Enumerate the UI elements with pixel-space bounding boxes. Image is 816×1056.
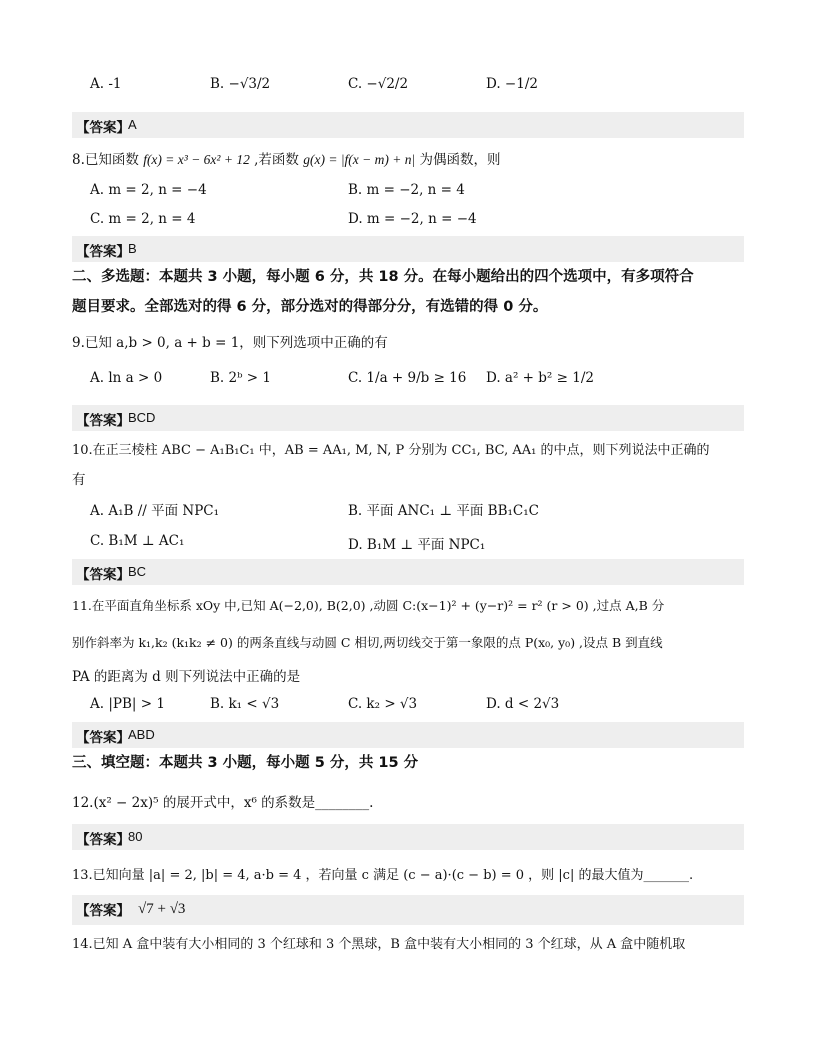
q8-stem [72,148,744,168]
q10-option-b: B. 平面 ANC₁ ⊥ 平面 BB₁C₁C [348,503,539,519]
answer-label: 【答案】 [76,730,130,746]
q9-option-b: B. 2ᵇ > 1 [210,370,271,386]
q11-option-b: B. k₁ < √3 [210,696,280,712]
answer-value: BC [128,564,147,579]
answer-value: √7 + √3 [138,901,186,917]
q10-option-c: C. B₁M ⊥ AC₁ [90,533,185,549]
answer-value: ABD [128,727,155,742]
section2-heading-line1: 二、多选题：本题共 3 小题，每小题 6 分，共 18 分。在每小题给出的四个选项中，有多项符合 [72,269,694,285]
q11-stem-line2: 别作斜率为 k₁,k₂ (k₁k₂ ≠ 0) 的两条直线与动圆 C 相切,两切线交于第一象限的点 P(x₀, y₀) ,设点 B 到直线 [72,635,663,650]
section2-heading-line2: 题目要求。全部选对的得 6 分，部分选对的得部分分，有选错的得 0 分。 [72,299,548,315]
answer-value: BCD [128,410,156,425]
q14-stem-line1: 14.已知 A 盒中装有大小相同的 3 个红球和 3 个黑球，B 盒中装有大小相同的 3 个红球，从 A 盒中随机取 [72,937,686,952]
q11-stem-line1: 11.在平面直角坐标系 xOy 中,已知 A(−2,0), B(2,0) ,动圆 C:(x−1)² + (y−r)² = r² (r > 0) ,过点 A,B 分 [72,598,665,613]
q10-stem-line1: 10.在正三棱柱 ABC − A₁B₁C₁ 中，AB = AA₁, M, N, P 分别为 CC₁, BC, AA₁ 的中点，则下列说法中正确的 [72,443,710,458]
q7-answer-band [72,112,744,138]
q8-answer-band [72,236,744,262]
q12-stem: 12.(x² − 2x)⁵ 的展开式中，x⁶ 的系数是________. [72,795,374,811]
answer-label: 【答案】 [76,120,130,136]
answer-value: B [128,241,137,256]
q7-option-c: C. −√2/2 [348,76,409,92]
q11-option-c: C. k₂ > √3 [348,696,418,712]
answer-label: 【答案】 [76,832,130,848]
answer-label: 【答案】 [76,244,130,260]
q10-option-d: D. B₁M ⊥ 平面 NPC₁ [348,537,486,553]
q11-stem-line3: PA 的距离为 d 则下列说法中正确的是 [72,669,301,685]
q9-option-c: C. 1/a + 9/b ≥ 16 [348,370,467,386]
q13-answer-band [72,895,744,925]
answer-label: 【答案】 [76,413,130,429]
q8-stem-suffix: 为偶函数，则 [419,152,501,168]
q9-option-a: A. ln a > 0 [90,370,163,386]
q12-answer-band [72,824,744,850]
q8-option-a: A. m = 2, n = −4 [90,182,207,198]
q7-option-b: B. −√3/2 [210,76,271,92]
q10-answer-band [72,559,744,585]
q7-option-a: A. -1 [90,76,122,92]
q10-stem-line2: 有 [72,472,86,488]
answer-label: 【答案】 [76,567,130,583]
q8-option-b: B. m = −2, n = 4 [348,182,465,198]
q11-option-d: D. d < 2√3 [486,696,560,712]
answer-label: 【答案】 [76,903,130,919]
q13-stem: 13.已知向量 |a| = 2, |b| = 4, a·b = 4 ，若向量 c 满足 (c − a)·(c − b) = 0 ，则 |c| 的最大值为_______. [72,868,694,883]
answer-value: 80 [128,829,143,844]
q10-option-a: A. A₁B // 平面 NPC₁ [90,503,220,519]
q9-answer-band [72,405,744,431]
q8-f-expr: f(x) = x³ − 6x² + 12 [143,152,250,167]
section3-heading: 三、填空题：本题共 3 小题，每小题 5 分，共 15 分 [72,755,419,771]
q11-option-a: A. |PB| > 1 [90,696,165,712]
q8-stem-mid: ,若函数 [254,152,299,168]
q8-option-d: D. m = −2, n = −4 [348,211,477,227]
q8-stem-prefix: 8.已知函数 [72,152,139,168]
q9-stem: 9.已知 a,b > 0, a + b = 1，则下列选项中正确的有 [72,335,388,351]
answer-value: A [128,117,137,132]
q7-option-d: D. −1/2 [486,76,538,92]
q8-option-c: C. m = 2, n = 4 [90,211,196,227]
q11-answer-band [72,722,744,748]
q9-option-d: D. a² + b² ≥ 1/2 [486,370,594,386]
q8-g-expr: g(x) = |f(x − m) + n| [303,152,416,167]
